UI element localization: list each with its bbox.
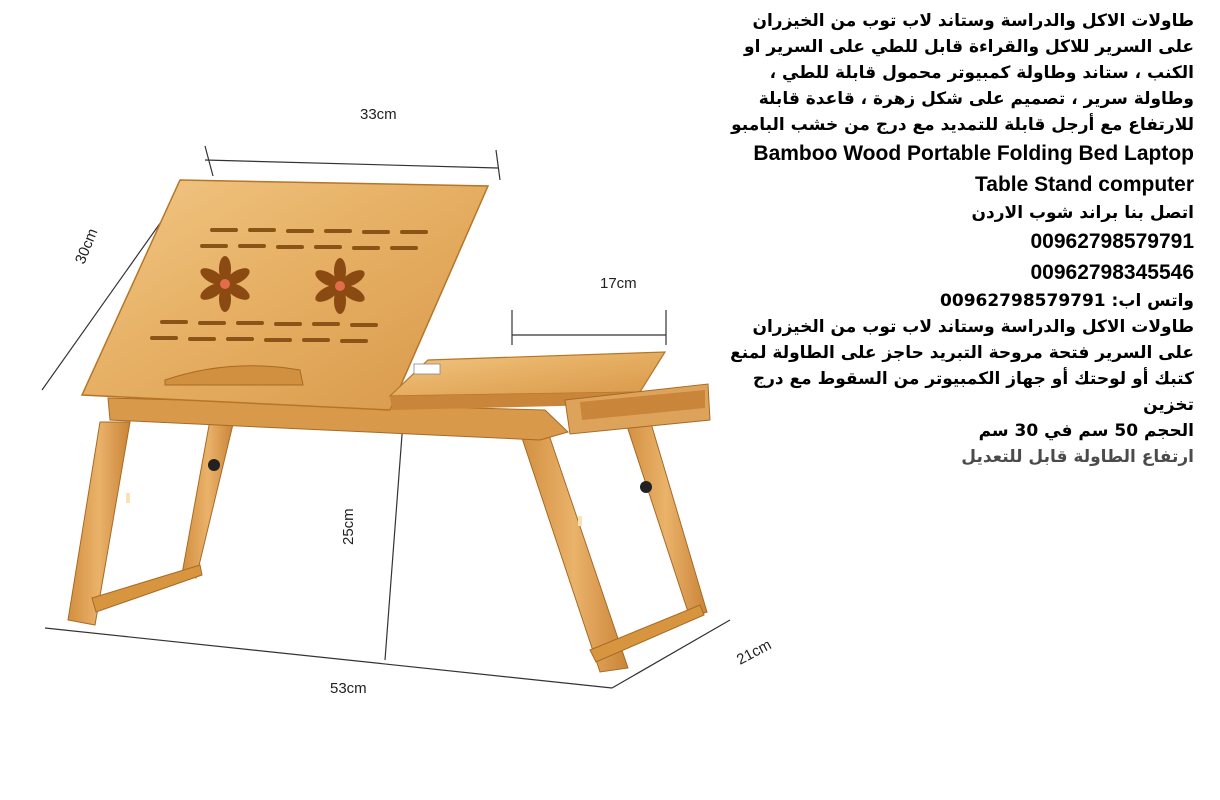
phone-number-1: 00962798579791 [1030,230,1194,253]
product-title-english: Bamboo Wood Portable Folding Bed Laptop Table Stand computer [753,142,1194,196]
dim-top-depth: 30cm [71,226,102,267]
drawer-handle-white [414,364,440,374]
feature-text: طاولات الاكل والدراسة وستاند لاب توب من الخيزران على السرير فتحة مروحة التبريد حاجز على الطاولة لمنع كتبك أو لوحتك أو جهاز الكمبيوتر من السقوط مع درج تخزين [730,317,1194,415]
product-description [714,8,1194,467]
contact-label: اتصل بنا براند شوب الاردن [971,203,1194,223]
dim-drawer-width: 17cm [600,275,637,292]
dim-top-width: 33cm [360,106,397,123]
whatsapp-line: واتس اب: 00962798579791 [940,291,1194,311]
dim-height: 25cm [340,508,357,545]
dim-length: 53cm [330,680,367,697]
size-line: الحجم 50 سم في 30 سم [978,421,1194,441]
product-title-arabic: طاولات الاكل والدراسة وستاند لاب توب من الخيزران على السرير للاكل والقراءة قابل للطي على السرير او الكنب ، ستاند وطاولة كمبيوتر محمول قابلة للطي ، وطاولة سرير ، تصميم على شكل زهرة ، قاعدة قابلة للارتفاع مع أرجل قابلة للتمديد مع درج من خشب البامبو [731,11,1194,135]
dim-depth: 21cm [733,636,775,669]
phone-number-2: 00962798345546 [1030,261,1194,284]
truncated-line: ارتفاع الطاولة قابل للتعديل [961,447,1194,467]
